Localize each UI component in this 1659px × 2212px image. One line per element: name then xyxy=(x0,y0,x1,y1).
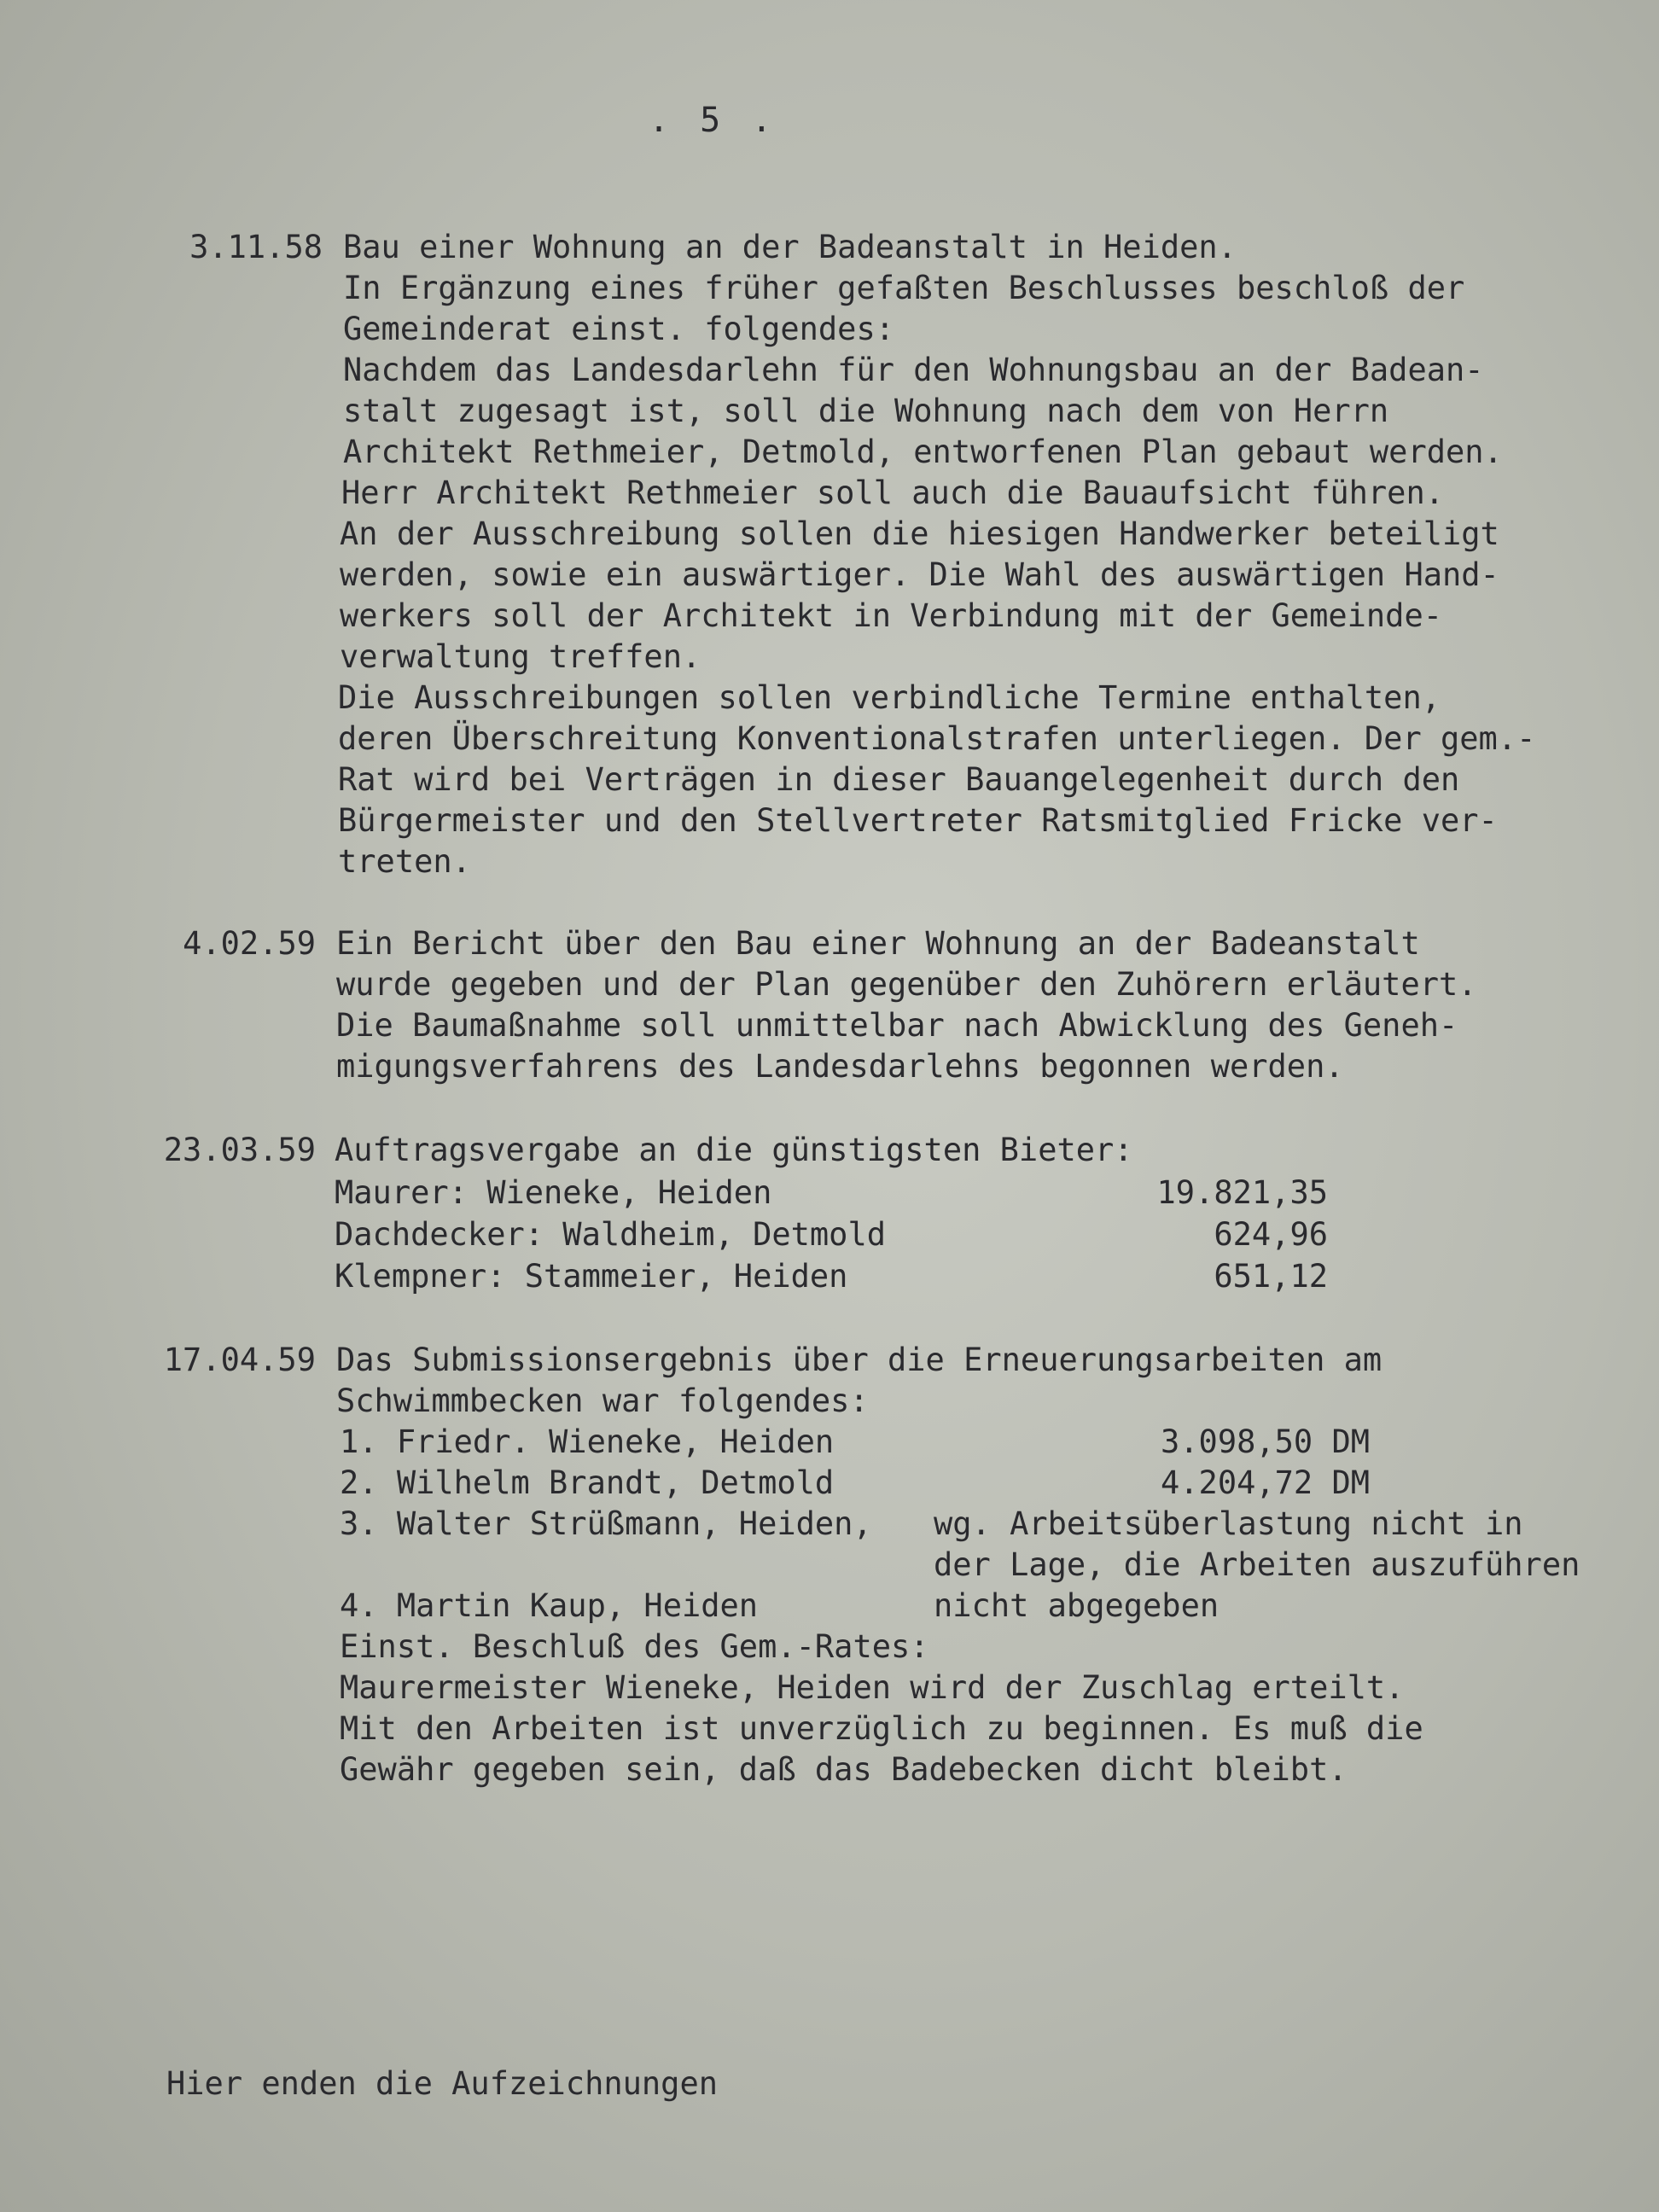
entry-line: Bau einer Wohnung an der Badeanstalt in Heiden. xyxy=(343,229,1237,265)
result-value-continued: der Lage, die Arbeiten auszuführen xyxy=(934,1546,1580,1583)
bid-amount: 624,96 xyxy=(1214,1216,1328,1253)
entry-line: migungsverfahrens des Landesdarlehns begonnen werden. xyxy=(336,1048,1344,1085)
result-label: 2. Wilhelm Brandt, Detmold xyxy=(340,1464,835,1501)
result-label: 4. Martin Kaup, Heiden xyxy=(340,1587,759,1624)
entry-closing: Gewähr gegeben sein, daß das Badebecken dicht bleibt. xyxy=(340,1751,1348,1788)
bid-amount: 19.821,35 xyxy=(1156,1174,1328,1211)
entry-line: deren Überschreitung Konventionalstrafen unterliegen. Der gem.- xyxy=(338,720,1536,757)
entry-line: Rat wird bei Verträgen in dieser Bauangelegenheit durch den xyxy=(338,761,1460,798)
entry-line: An der Ausschreibung sollen die hiesigen Handwerker beteiligt xyxy=(340,515,1499,552)
result-label: 3. Walter Strüßmann, Heiden, xyxy=(340,1505,872,1542)
entry-closing: Mit den Arbeiten ist unverzüglich zu beginnen. Es muß die xyxy=(340,1710,1423,1747)
entry-line: Architekt Rethmeier, Detmold, entworfenen Plan gebaut werden. xyxy=(343,434,1503,470)
result-value: nicht abgegeben xyxy=(934,1587,1220,1624)
result-value: wg. Arbeitsüberlastung nicht in xyxy=(934,1505,1523,1542)
entry-line: verwaltung treffen. xyxy=(340,638,701,675)
entry-intro: Schwimmbecken war folgendes: xyxy=(336,1382,869,1419)
entry-line: treten. xyxy=(338,843,471,880)
entry-line: Die Baumaßnahme soll unmittelbar nach Abwicklung des Geneh- xyxy=(336,1007,1458,1044)
entry-date: 17.04.59 xyxy=(163,1342,316,1378)
entry-closing: Einst. Beschluß des Gem.-Rates: xyxy=(340,1628,929,1665)
bid-amount: 651,12 xyxy=(1214,1258,1328,1295)
entry-line: werden, sowie ein auswärtiger. Die Wahl des auswärtigen Hand- xyxy=(340,556,1499,593)
result-value: 4.204,72 DM xyxy=(1161,1464,1371,1501)
entry-intro: Das Submissionsergebnis über die Erneuerungsarbeiten am xyxy=(336,1342,1382,1378)
footer-note: Hier enden die Aufzeichnungen xyxy=(166,2065,719,2102)
entry-intro: Auftragsvergabe an die günstigsten Bieter: xyxy=(335,1132,1133,1168)
entry-line: werkers soll der Architekt in Verbindung mit der Gemeinde- xyxy=(340,597,1443,634)
entry-date: 23.03.59 xyxy=(163,1132,316,1168)
entry-line: stalt zugesagt ist, soll die Wohnung nach dem von Herrn xyxy=(343,393,1389,429)
entry-line: Gemeinderat einst. folgendes: xyxy=(343,311,895,347)
bid-label: Dachdecker: Waldheim, Detmold xyxy=(335,1216,887,1253)
entry-line: In Ergänzung eines früher gefaßten Beschlusses beschloß der xyxy=(343,270,1465,306)
page-number: . 5 . xyxy=(649,101,777,140)
entry-line: Nachdem das Landesdarlehn für den Wohnungsbau an der Badean- xyxy=(343,352,1484,388)
entry-line: Herr Architekt Rethmeier soll auch die Bauaufsicht führen. xyxy=(341,474,1445,511)
bid-label: Klempner: Stammeier, Heiden xyxy=(335,1258,848,1295)
entry-line: Die Ausschreibungen sollen verbindliche Termine enthalten, xyxy=(338,679,1441,716)
entry-date: 3.11.58 xyxy=(189,229,323,265)
entry-closing: Maurermeister Wieneke, Heiden wird der Zuschlag erteilt. xyxy=(340,1669,1405,1706)
entry-line: Ein Bericht über den Bau einer Wohnung an der Badeanstalt xyxy=(336,925,1420,962)
entry-date: 4.02.59 xyxy=(183,925,316,962)
result-value: 3.098,50 DM xyxy=(1161,1423,1371,1460)
entry-line: Bürgermeister und den Stellvertreter Ratsmitglied Fricke ver- xyxy=(338,802,1498,839)
entry-line: wurde gegeben und der Plan gegenüber den Zuhörern erläutert. xyxy=(336,966,1477,1003)
result-label: 1. Friedr. Wieneke, Heiden xyxy=(340,1423,835,1460)
bid-label: Maurer: Wieneke, Heiden xyxy=(335,1174,772,1211)
